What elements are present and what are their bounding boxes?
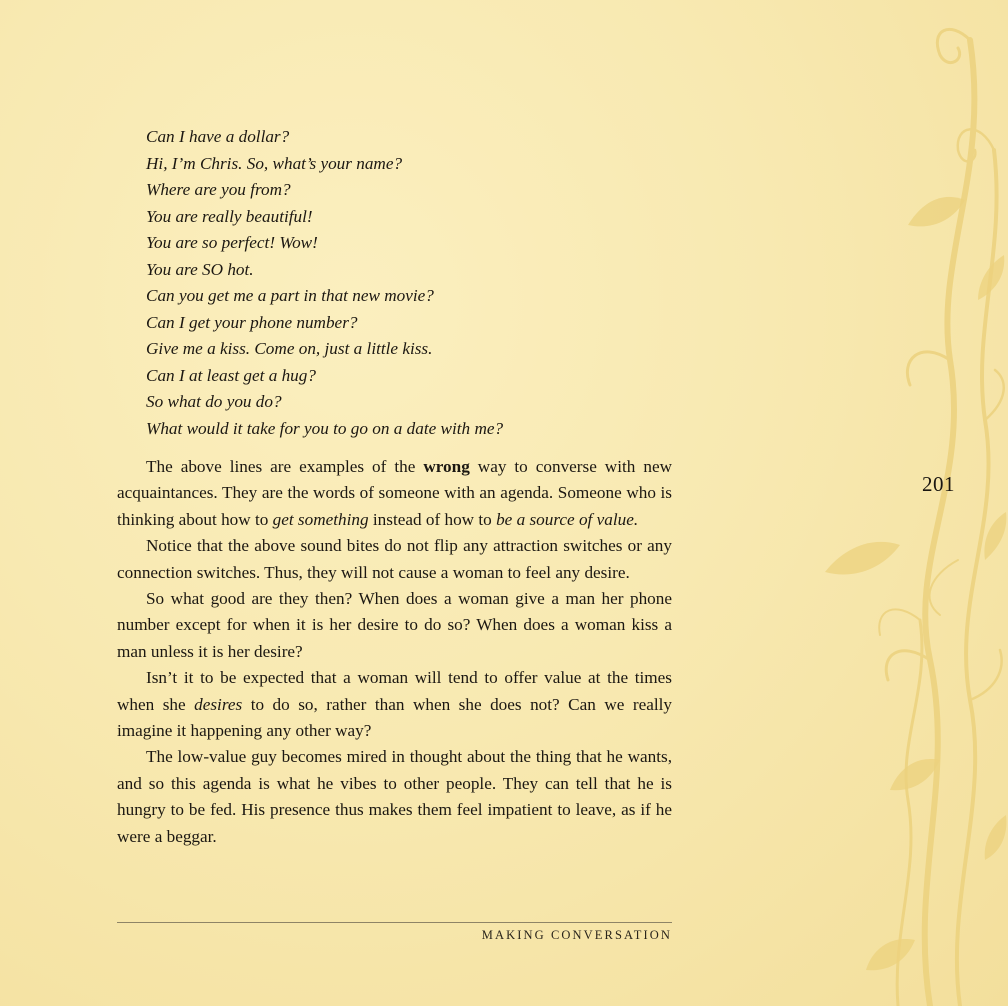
page-number: 201 xyxy=(922,472,955,496)
body-text xyxy=(117,454,672,850)
quote-line: Can I at least get a hug? xyxy=(146,365,316,385)
paragraph-text: way to converse with new acquaintances. They are the words of someone with an agenda. Someone who is thinking about how to xyxy=(117,457,672,529)
quote-line: Can you get me a part in that new movie? xyxy=(146,286,434,305)
paragraph-text: The above lines are examples of the xyxy=(146,457,424,476)
quote-line: Give me a kiss. Come on, just a little kiss. xyxy=(146,339,433,358)
footer-divider xyxy=(117,922,672,923)
quote-line: You are so perfect! Wow! xyxy=(146,233,318,252)
quote-line: Where are you from? xyxy=(146,180,291,199)
paragraph-sound-bites: Notice that the above sound bites do not flip any attraction switches or any connection switches. Thus, they will not cause a woman to feel any desire. xyxy=(117,536,672,582)
paragraph-text: to do so, rather than when she does not? Can we really imagine it happening any other way? xyxy=(117,694,673,741)
decorative-vine-illustration xyxy=(780,0,1008,1006)
paragraph-text: instead of how to xyxy=(368,509,497,529)
paragraph-low-value-guy: The low-value guy becomes mired in thought about the thing that he wants, and so this agenda is what he vibes to other people. They can tell that he is hungry to be fed. His presence thus makes them feel impatient to leave, as if he were a beggar. xyxy=(117,747,672,846)
emphasis-italic: desires xyxy=(194,694,243,714)
example-lines-list xyxy=(146,124,706,442)
quote-line: Can I have a dollar? xyxy=(146,127,290,146)
quote-line: Can I get your phone number? xyxy=(146,312,358,332)
paragraph-what-good: So what good are they then? When does a woman give a man her phone number except for when it is her desire to do so? When does a woman kiss a man unless it is her desire? xyxy=(117,589,672,661)
running-footer: MAKING CONVERSATION xyxy=(481,928,672,942)
quote-line: You are really beautiful! xyxy=(146,206,313,226)
paragraph-wrong-way xyxy=(117,454,672,533)
paragraph-offer-value xyxy=(117,665,672,744)
quote-line: So what do you do? xyxy=(146,392,282,411)
paragraph-text: Isn’t it to be expected that a woman will tend to offer value at the times when she xyxy=(117,668,672,714)
quote-line: You are SO hot. xyxy=(146,259,254,279)
quote-line: Hi, I’m Chris. So, what’s your name? xyxy=(146,153,403,173)
emphasis-bold: wrong xyxy=(423,457,470,476)
emphasis-italic: get something xyxy=(272,509,369,529)
emphasis-italic: be a source of value. xyxy=(496,509,639,529)
quote-line: What would it take for you to go on a date with me? xyxy=(146,418,504,438)
